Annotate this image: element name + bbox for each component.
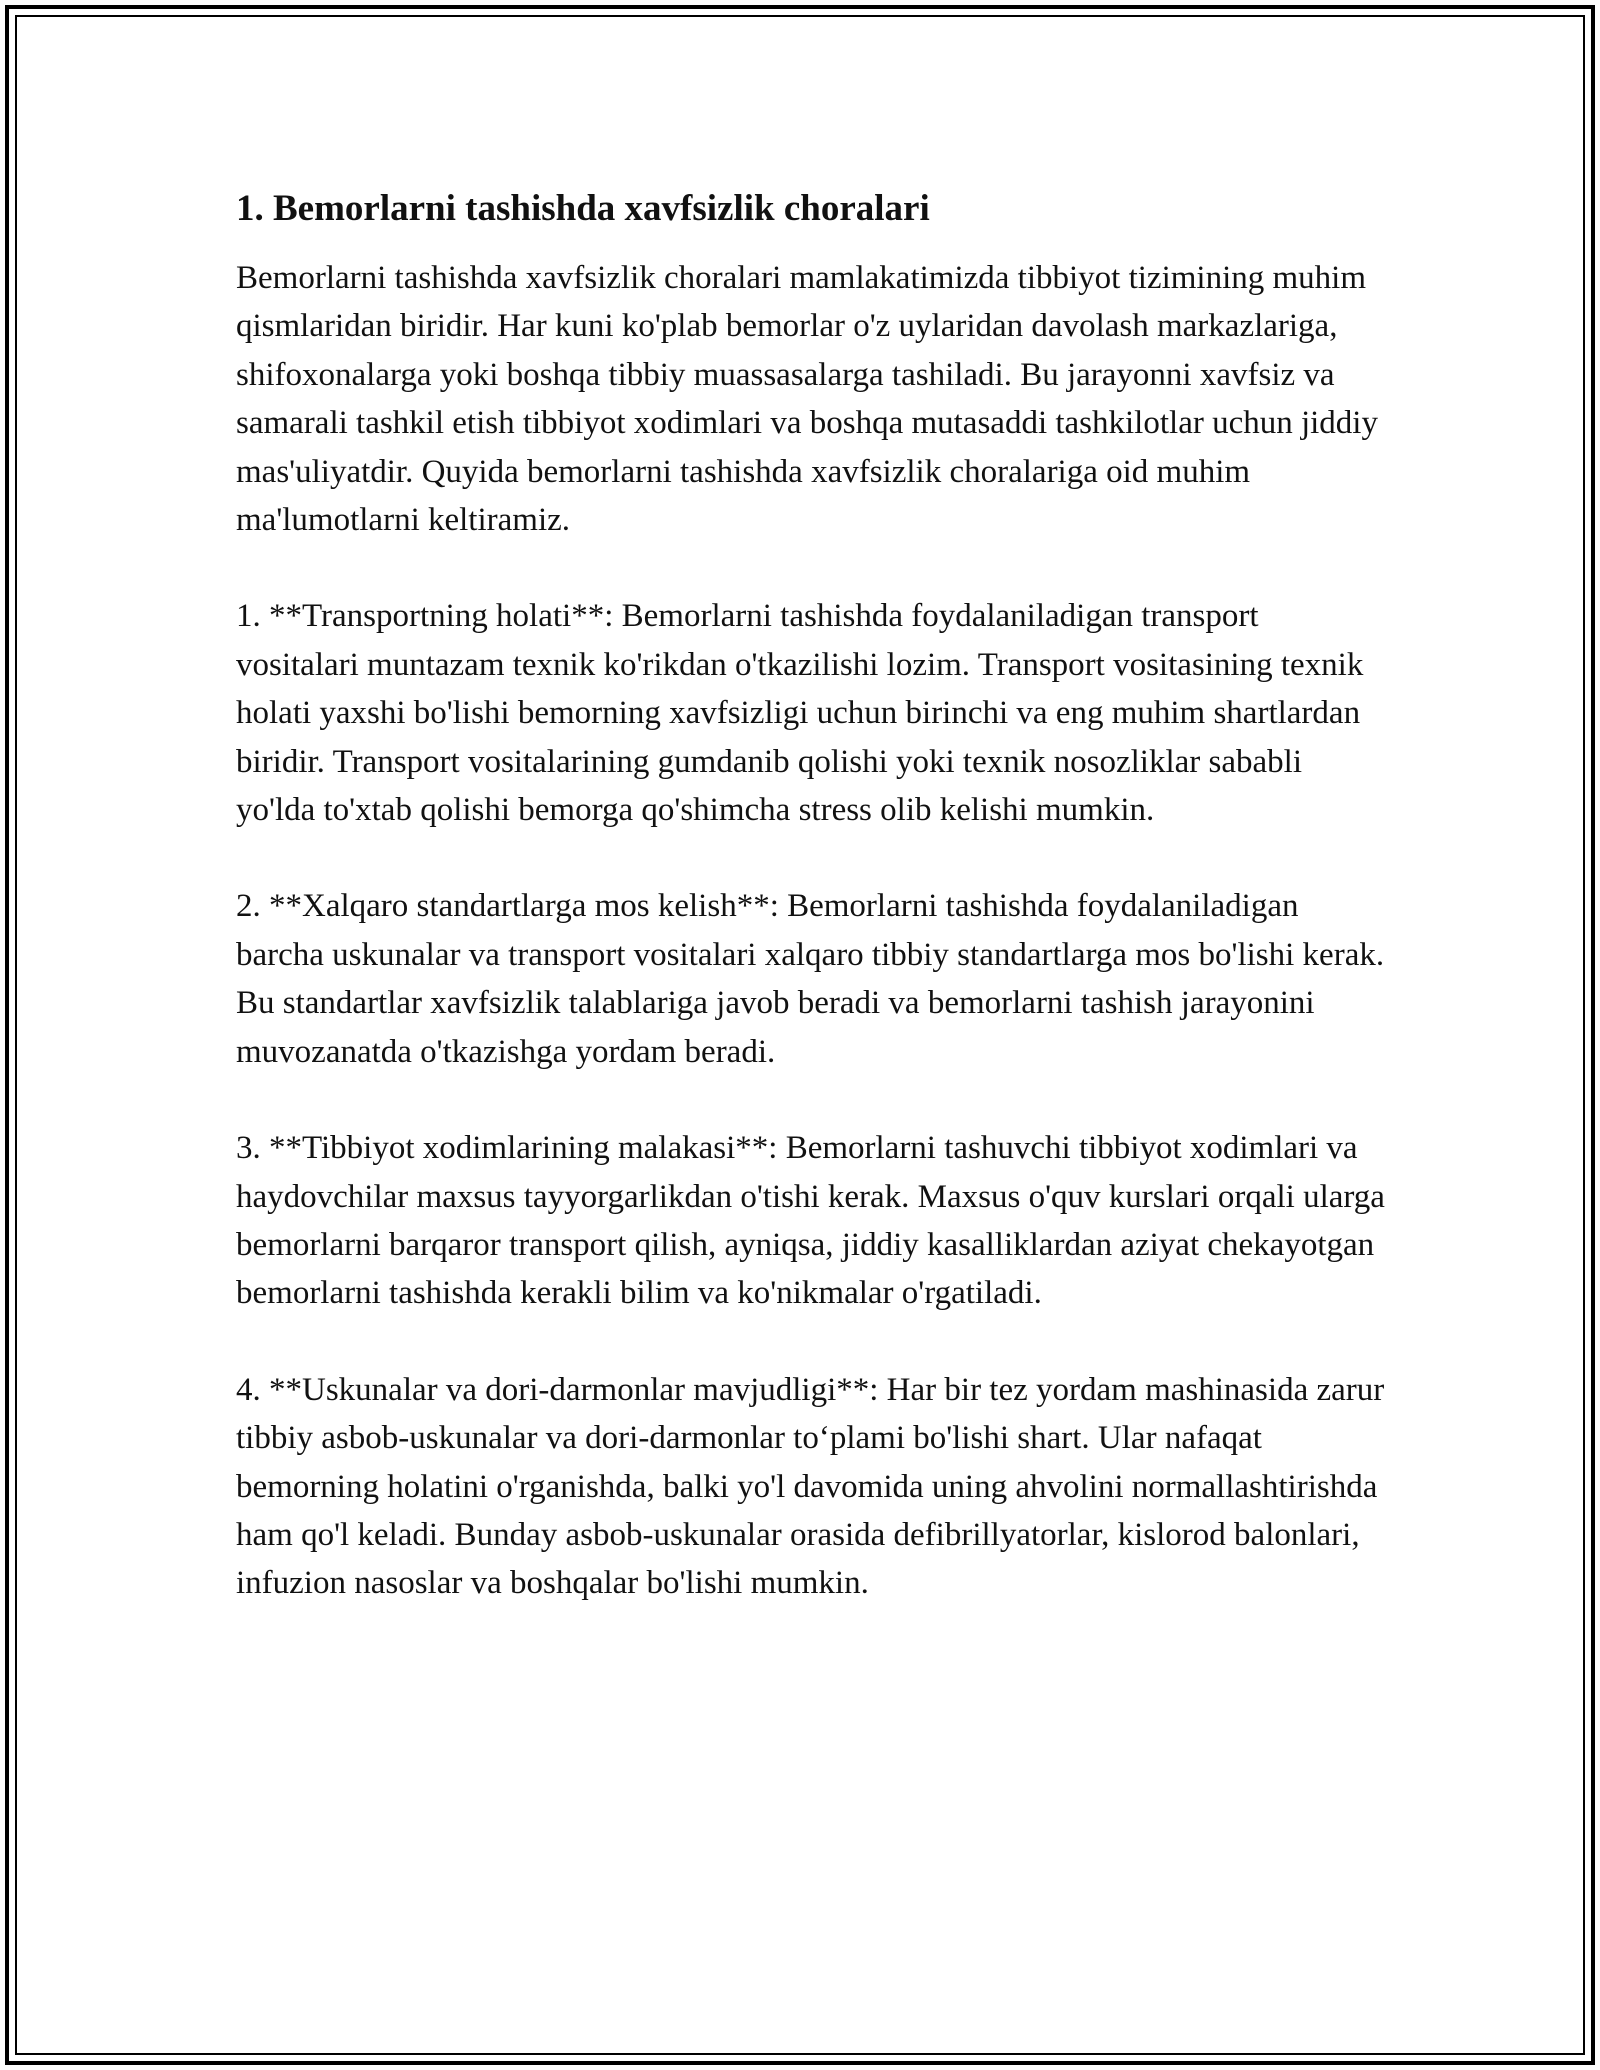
document-title: 1. Bemorlarni tashishda xavfsizlik choralari xyxy=(236,188,930,229)
paragraph-equipment-medicines: 4. **Uskunalar va dori-darmonlar mavjudligi**: Har bir tez yordam mashinasida zarur tibbiy asbob-uskunalar va dori-darmonlar to‘plami bo'lishi shart. Ular nafaqat bemorning holatini o'rganishda, balki yo'l davomida uning ahvolini normallashtirishda ham qo'l keladi. Bunday asbob-uskunalar orasida defibrillyatorlar, kislorod balonlari, infuzion nasoslar va boshqalar bo'lishi mumkin. xyxy=(236,1371,1385,1602)
paragraph-transport-condition: 1. **Transportning holati**: Bemorlarni tashishda foydalaniladigan transport vositalari muntazam texnik ko'rikdan o'tkazilishi lozim. Transport vositasining texnik holati yaxshi bo'lishi bemorning xavfsizligi uchun birinchi va eng muhim shartlardan biridir. Transport vositalarining gumdanib qolishi yoki texnik nosozliklar sababli yo'lda to'xtab qolishi bemorga qo'shimcha stress olib kelishi mumkin. xyxy=(236,598,1364,829)
paragraph-staff-qualification: 3. **Tibbiyot xodimlarining malakasi**: Bemorlarni tashuvchi tibbiyot xodimlari va haydovchilar maxsus tayyorgarlikdan o'tishi kerak. Maxsus o'quv kurslari orqali ularga bemorlarni barqaror transport qilish, ayniqsa, jiddiy kasalliklardan aziyat chekayotgan bemorlarni tashishda kerakli bilim va ko'nikmalar o'rgatiladi. xyxy=(236,1130,1385,1312)
paragraph-international-standards: 2. **Xalqaro standartlarga mos kelish**: Bemorlarni tashishda foydalaniladigan barcha uskunalar va transport vositalari xalqaro tibbiy standartlarga mos bo'lishi kerak. Bu standartlar xavfsizlik talablariga javob beradi va bemorlarni tashish jarayonini muvozanatda o'tkazishga yordam beradi. xyxy=(236,888,1385,1070)
document-body xyxy=(236,186,1386,1608)
intro-paragraph: Bemorlarni tashishda xavfsizlik choralari mamlakatimizda tibbiyot tizimining muhim qismlaridan biridir. Har kuni ko'plab bemorlar o'z uylaridan davolash markazlariga, shifoxonalarga yoki boshqa tibbiy muassasalarga tashiladi. Bu jarayonni xavfsiz va samarali tashkil etish tibbiyot xodimlari va boshqa mutasaddi tashkilotlar uchun jiddiy mas'uliyatdir. Quyida bemorlarni tashishda xavfsizlik choralariga oid muhim ma'lumotlarni keltiramiz. xyxy=(236,260,1378,539)
